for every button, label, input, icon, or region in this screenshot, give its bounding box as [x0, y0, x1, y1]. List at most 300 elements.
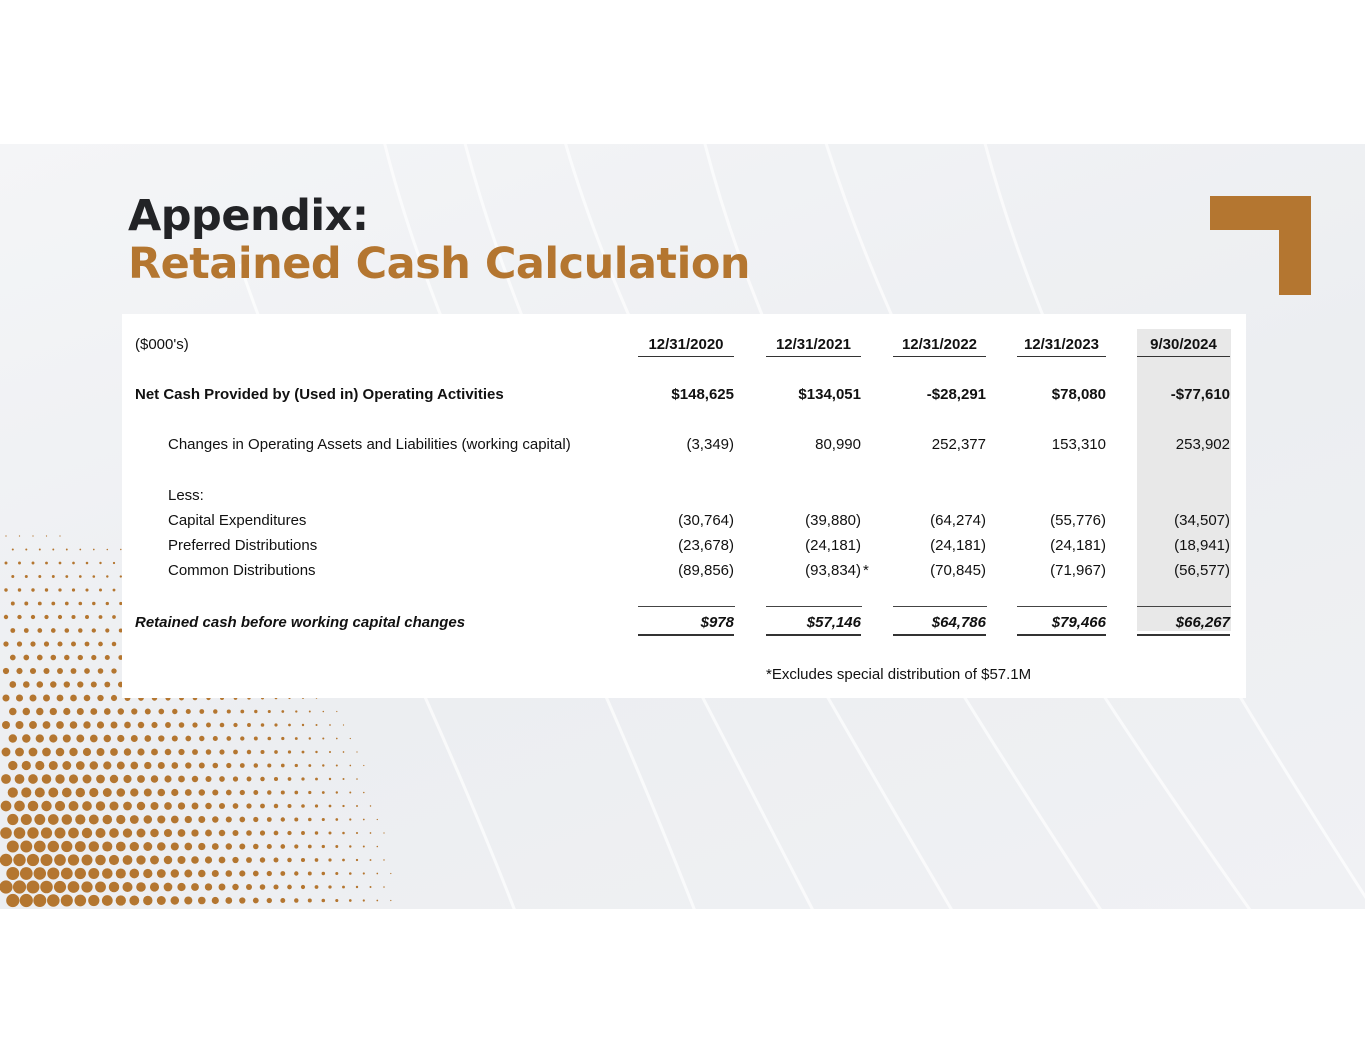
halftone-dot [79, 549, 81, 551]
halftone-dot [22, 734, 30, 742]
halftone-dot [82, 801, 92, 811]
halftone-dot [102, 841, 112, 851]
table-cell: (3,349) [686, 436, 734, 453]
halftone-dot [226, 790, 232, 796]
halftone-dot [232, 857, 238, 863]
halftone-dot [29, 721, 37, 729]
halftone-dot [178, 829, 186, 837]
halftone-dot [9, 681, 16, 688]
table-cell: (34,507) [1174, 512, 1230, 529]
halftone-dot [24, 602, 28, 606]
halftone-dot [104, 708, 111, 715]
halftone-dot [42, 774, 52, 784]
halftone-dot [336, 711, 337, 712]
halftone-dot [123, 775, 131, 783]
halftone-dot [186, 709, 191, 714]
halftone-dot [179, 722, 185, 728]
halftone-dot [56, 721, 64, 729]
halftone-dot [253, 871, 259, 877]
halftone-dot [18, 588, 21, 591]
halftone-dot [46, 535, 47, 536]
halftone-dot [83, 748, 91, 756]
halftone-dot [315, 751, 317, 753]
halftone-dot [136, 855, 145, 864]
halftone-dot [171, 762, 178, 769]
title-line-2: Retained Cash Calculation [128, 239, 750, 289]
table-cell: 153,310 [1051, 436, 1106, 453]
halftone-dot [185, 816, 192, 823]
halftone-dot [97, 748, 105, 756]
halftone-dot [219, 830, 225, 836]
halftone-dot [91, 681, 97, 687]
halftone-dot [17, 615, 21, 619]
halftone-dot [7, 814, 18, 825]
slide-background [0, 144, 1365, 909]
halftone-dot [212, 843, 219, 850]
halftone-dot [17, 641, 22, 646]
halftone-dot [213, 709, 217, 713]
halftone-dot [48, 814, 59, 825]
halftone-dot [363, 872, 365, 874]
halftone-dot [11, 602, 15, 606]
halftone-dot [24, 628, 29, 633]
halftone-dot [36, 708, 43, 715]
halftone-dot [150, 829, 159, 838]
halftone-dot [38, 602, 42, 606]
halftone-dot [111, 722, 118, 729]
halftone-dot [349, 792, 351, 794]
halftone-dot [254, 737, 258, 741]
halftone-dot [274, 750, 278, 754]
halftone-dot [158, 789, 166, 797]
halftone-dot [309, 711, 311, 713]
halftone-dot [27, 827, 38, 838]
halftone-dot [287, 804, 291, 808]
halftone-dot [51, 602, 55, 606]
halftone-dot [110, 748, 118, 756]
halftone-dot [9, 708, 17, 716]
halftone-dot [106, 602, 109, 605]
halftone-dot [56, 748, 65, 757]
table-cell: $66,267 [1137, 612, 1230, 636]
halftone-dot [95, 828, 105, 838]
halftone-dot [335, 899, 338, 902]
halftone-dot [55, 774, 64, 783]
halftone-dot [69, 801, 79, 811]
halftone-dot [3, 641, 8, 646]
halftone-dot [308, 898, 312, 902]
halftone-dot [350, 738, 351, 739]
halftone-dot [233, 750, 238, 755]
halftone-dot [356, 805, 358, 807]
halftone-dot [69, 774, 78, 783]
halftone-dot [144, 735, 151, 742]
halftone-dot [308, 872, 312, 876]
halftone-dot [349, 818, 351, 820]
halftone-dot [57, 695, 64, 702]
halftone-dot [14, 801, 25, 812]
halftone-dot [219, 776, 225, 782]
halftone-dot [22, 761, 31, 770]
halftone-dot [157, 869, 166, 878]
halftone-dot [145, 709, 151, 715]
halftone-dot [72, 588, 75, 591]
halftone-dot [104, 735, 111, 742]
halftone-dot [27, 881, 40, 894]
halftone-dot [177, 883, 185, 891]
halftone-dot [239, 817, 245, 823]
halftone-dot [363, 792, 365, 794]
halftone-dot [219, 857, 226, 864]
halftone-dot [212, 870, 219, 877]
halftone-dot [16, 668, 22, 674]
halftone-dot [88, 868, 99, 879]
halftone-dot [178, 802, 185, 809]
halftone-dot [112, 642, 117, 647]
halftone-dot [34, 814, 45, 825]
halftone-dot [57, 641, 62, 646]
halftone-dot [240, 763, 245, 768]
halftone-dot [165, 749, 172, 756]
table-cell: -$77,610 [1170, 386, 1230, 403]
halftone-dot [42, 748, 51, 757]
halftone-dot [164, 775, 171, 782]
halftone-dot [239, 844, 245, 850]
halftone-dot [93, 549, 95, 551]
halftone-dot [4, 588, 7, 591]
halftone-dot [151, 749, 158, 756]
halftone-dot [172, 709, 177, 714]
halftone-dot [164, 856, 172, 864]
halftone-dot [335, 872, 338, 875]
halftone-dot [78, 655, 83, 660]
halftone-dot [51, 655, 57, 661]
halftone-dot [61, 841, 72, 852]
halftone-dot [390, 900, 391, 901]
halftone-dot [112, 615, 116, 619]
halftone-dot [356, 751, 357, 752]
halftone-dot [103, 788, 112, 797]
halftone-dot [212, 789, 218, 795]
halftone-dot [99, 589, 102, 592]
halftone-dot [110, 775, 118, 783]
halftone-dot [65, 575, 68, 578]
halftone-dot [43, 668, 49, 674]
halftone-dot [308, 791, 311, 794]
halftone-dot [71, 668, 77, 674]
halftone-dot [370, 886, 372, 888]
halftone-dot [9, 734, 17, 742]
halftone-dot [97, 721, 104, 728]
halftone-dot [75, 868, 86, 879]
column-header: 12/31/2020 [638, 334, 734, 357]
halftone-dot [136, 882, 146, 892]
halftone-dot [77, 708, 84, 715]
halftone-dot [206, 749, 212, 755]
halftone-dot [308, 818, 312, 822]
halftone-dot [16, 694, 23, 701]
halftone-dot [82, 828, 92, 838]
halftone-dot [21, 787, 31, 797]
halftone-dot [253, 844, 259, 850]
halftone-dot [227, 709, 231, 713]
halftone-dot [151, 775, 158, 782]
column-header: 12/31/2022 [893, 334, 986, 357]
halftone-dot [198, 870, 206, 878]
halftone-dot [116, 868, 126, 878]
halftone-dot [34, 841, 46, 853]
halftone-dot [20, 894, 33, 907]
halftone-dot [192, 776, 198, 782]
column-header: 12/31/2021 [766, 334, 861, 357]
halftone-dot [64, 681, 70, 687]
halftone-dot [59, 562, 62, 565]
halftone-dot [233, 776, 238, 781]
halftone-dot [129, 896, 139, 906]
halftone-dot [191, 883, 199, 891]
halftone-dot [37, 628, 42, 633]
halftone-dot [122, 882, 132, 892]
halftone-dot [315, 885, 319, 889]
halftone-dot [199, 709, 204, 714]
halftone-dot [129, 869, 139, 879]
page-title [128, 192, 750, 288]
halftone-dot [288, 724, 291, 727]
halftone-dot [0, 880, 13, 893]
halftone-dot [20, 867, 33, 880]
halftone-dot [111, 695, 117, 701]
halftone-dot [335, 845, 338, 848]
halftone-dot [41, 801, 51, 811]
halftone-dot [143, 896, 152, 905]
less-label: Less: [168, 487, 204, 504]
halftone-dot [83, 721, 90, 728]
halftone-dot [84, 668, 90, 674]
halftone-dot [322, 845, 325, 848]
halftone-dot [31, 588, 34, 591]
table-cell: (24,181) [930, 537, 986, 554]
halftone-dot [150, 802, 158, 810]
halftone-dot [280, 898, 285, 903]
halftone-dot [267, 790, 271, 794]
halftone-dot [78, 628, 82, 632]
halftone-dot [205, 776, 211, 782]
halftone-dot [107, 549, 109, 551]
halftone-dot [109, 882, 119, 892]
halftone-dot [295, 764, 298, 767]
table-cell: (23,678) [678, 537, 734, 554]
halftone-dot [70, 721, 78, 729]
halftone-dot [240, 790, 245, 795]
halftone-dot [102, 868, 113, 879]
halftone-dot [199, 763, 205, 769]
halftone-dot [90, 708, 97, 715]
halftone-dot [294, 791, 298, 795]
halftone-dot [64, 655, 69, 660]
halftone-dot [205, 803, 212, 810]
halftone-dot [55, 801, 65, 811]
halftone-dot [205, 883, 212, 890]
halftone-dot [11, 575, 14, 578]
halftone-dot [247, 723, 251, 727]
table-row [122, 434, 1246, 456]
halftone-dot [301, 804, 305, 808]
table-cell: $79,466 [1017, 612, 1106, 636]
halftone-dot [308, 764, 311, 767]
halftone-dot [376, 873, 378, 875]
halftone-dot [288, 777, 292, 781]
halftone-dot [98, 668, 104, 674]
halftone-dot [54, 854, 66, 866]
halftone-dot [184, 896, 192, 904]
halftone-dot [1, 801, 12, 812]
halftone-dot [2, 748, 11, 757]
halftone-dot [62, 788, 72, 798]
halftone-dot [79, 602, 83, 606]
halftone-dot [41, 827, 52, 838]
halftone-dot [35, 787, 45, 797]
halftone-dot [70, 695, 77, 702]
halftone-dot [336, 791, 338, 793]
halftone-dot [260, 884, 266, 890]
table-cell: 253,902 [1175, 436, 1230, 453]
halftone-dot [116, 788, 125, 797]
halftone-dot [104, 682, 110, 688]
halftone-dot [164, 829, 172, 837]
halftone-dot [96, 801, 105, 810]
halftone-dot [150, 856, 159, 865]
halftone-dot [212, 897, 219, 904]
halftone-dot [178, 776, 185, 783]
footnote: *Excludes special distribution of $57.1M [766, 666, 1032, 683]
subtotal-line [638, 606, 735, 607]
halftone-dot [280, 844, 285, 849]
table-row [122, 560, 1246, 582]
halftone-dot [103, 761, 111, 769]
halftone-dot [72, 562, 75, 565]
halftone-dot [3, 668, 9, 674]
halftone-dot [50, 681, 56, 687]
halftone-dot [267, 817, 272, 822]
halftone-dot [8, 761, 17, 770]
halftone-dot [356, 859, 358, 861]
halftone-dot [342, 832, 345, 835]
halftone-dot [105, 628, 109, 632]
table-row [122, 485, 1246, 507]
halftone-dot [281, 764, 285, 768]
halftone-dot [49, 734, 57, 742]
halftone-dot [144, 762, 151, 769]
halftone-dot [191, 829, 198, 836]
halftone-dot [205, 856, 212, 863]
halftone-dot [4, 615, 8, 619]
table-cell: $57,146 [766, 612, 861, 636]
halftone-dot [254, 710, 257, 713]
halftone-dot [164, 883, 173, 892]
halftone-dot [102, 895, 113, 906]
subtotal-line [893, 606, 987, 607]
total-row [122, 612, 1246, 634]
table-cell: $64,786 [893, 612, 986, 636]
halftone-dot [356, 886, 358, 888]
halftone-dot [165, 722, 171, 728]
halftone-dot [274, 858, 279, 863]
halftone-dot [130, 815, 139, 824]
halftone-dot [349, 872, 352, 875]
halftone-dot [23, 681, 30, 688]
halftone-dot [33, 894, 46, 907]
halftone-dot [97, 695, 103, 701]
table-row [122, 510, 1246, 532]
table-cell: (30,764) [678, 512, 734, 529]
halftone-dot [96, 775, 105, 784]
halftone-dot [383, 859, 384, 860]
halftone-dot [41, 854, 53, 866]
halftone-dot [6, 867, 19, 880]
halftone-dot [86, 562, 89, 565]
halftone-dot [111, 668, 116, 673]
halftone-dot [370, 859, 372, 861]
halftone-dot [138, 722, 144, 728]
halftone-dot [95, 855, 106, 866]
halftone-dot [171, 896, 180, 905]
halftone-dot [68, 854, 79, 865]
halftone-dot [315, 778, 318, 781]
halftone-dot [47, 867, 59, 879]
halftone-dot [19, 535, 20, 536]
table-cell: (70,845) [930, 562, 986, 579]
halftone-dot [328, 858, 331, 861]
halftone-dot [13, 854, 25, 866]
table-cell: (24,181) [1050, 537, 1106, 554]
halftone-dot [47, 894, 60, 907]
halftone-dot [13, 880, 26, 893]
halftone-dot [123, 802, 132, 811]
halftone-dot [18, 562, 21, 565]
halftone-dot [109, 828, 119, 838]
title-line-1: Appendix: [128, 191, 369, 241]
halftone-dot [44, 641, 49, 646]
halftone-dot [287, 858, 292, 863]
halftone-dot [309, 737, 311, 739]
halftone-dot [253, 790, 258, 795]
halftone-dot [143, 869, 152, 878]
halftone-dot [226, 870, 233, 877]
halftone-dot [31, 615, 35, 619]
halftone-dot [82, 855, 93, 866]
halftone-dot [377, 819, 378, 820]
halftone-dot [0, 827, 12, 839]
halftone-dot [342, 859, 345, 862]
halftone-dot [336, 738, 338, 740]
halftone-dot [185, 736, 191, 742]
halftone-dot [267, 763, 271, 767]
table-cell: (55,776) [1050, 512, 1106, 529]
halftone-dot [99, 562, 101, 564]
row-label: Common Distributions [168, 562, 316, 579]
halftone-dot [0, 854, 12, 867]
halftone-dot [23, 655, 29, 661]
table-cell: (89,856) [678, 562, 734, 579]
halftone-dot [92, 602, 95, 605]
halftone-dot [157, 842, 166, 851]
halftone-dot [184, 843, 192, 851]
halftone-dot [322, 872, 325, 875]
halftone-dot [124, 722, 131, 729]
halftone-dot [343, 724, 344, 725]
halftone-dot [192, 749, 198, 755]
halftone-dot [76, 735, 84, 743]
